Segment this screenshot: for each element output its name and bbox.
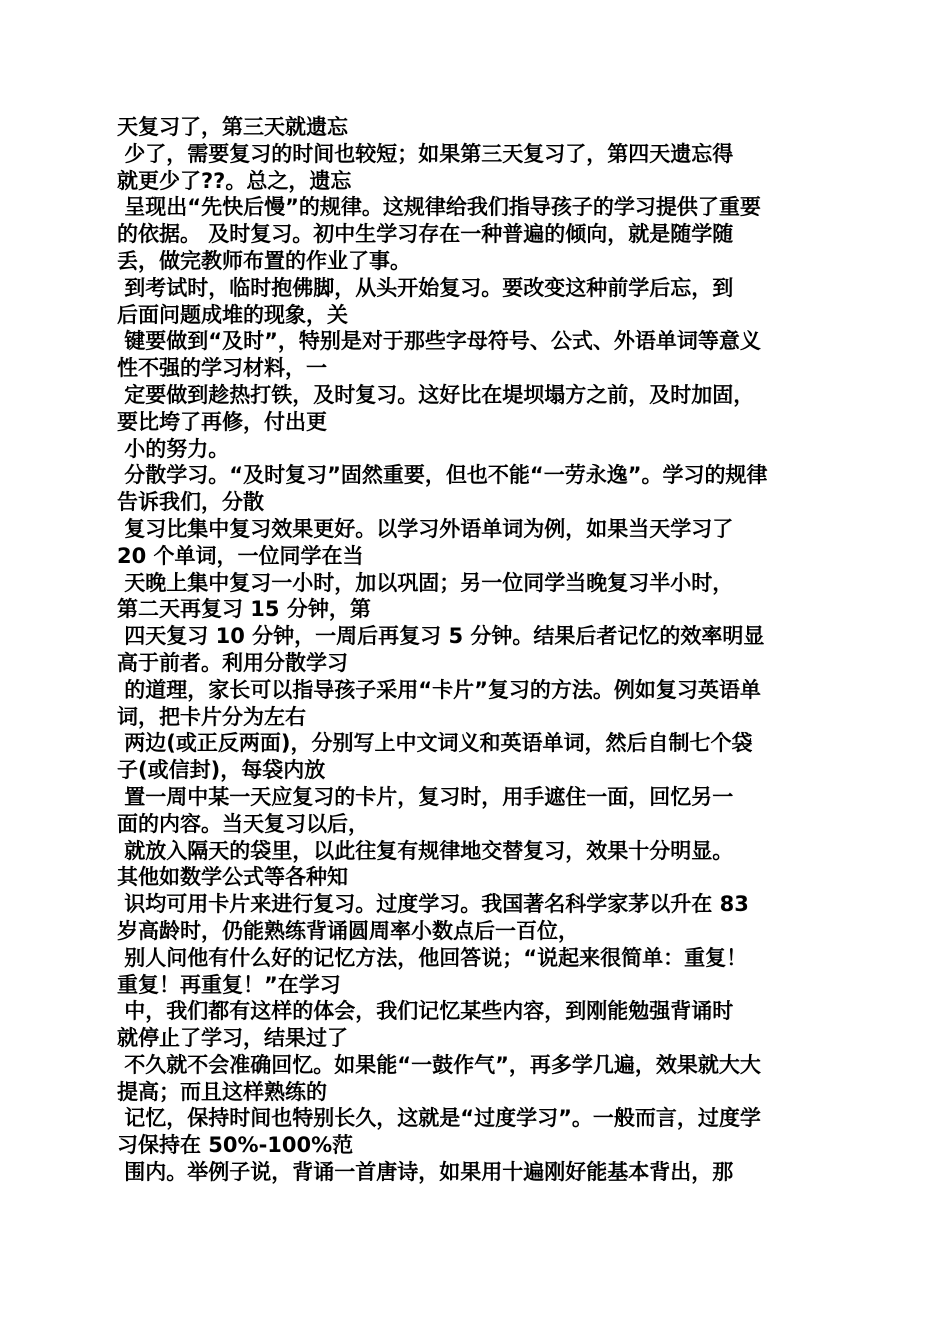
text-line: 分散学习。“及时复习”固然重要，但也不能“一劳永逸”。学习的规律 [117, 463, 768, 488]
text-line: 其他如数学公式等各种知 [117, 865, 348, 890]
text-line: 键要做到“及时”，特别是对于那些字母符号、公式、外语单词等意义 [117, 329, 761, 354]
text-line: 就放入隔天的袋里，以此往复有规律地交替复习，效果十分明显。 [117, 838, 734, 863]
text-line: 的道理，家长可以指导孩子采用“卡片”复习的方法。例如复习英语单 [117, 677, 761, 702]
text-line: 不久就不会准确回忆。如果能“一鼓作气”，再多学几遍，效果就大大 [117, 1052, 761, 1077]
text-line: 面的内容。当天复习以后， [117, 811, 369, 836]
text-line: 20 个单词，一位同学在当 [117, 543, 364, 568]
text-line: 两边(或正反两面)，分别写上中文词义和英语单词，然后自制七个袋 [117, 731, 753, 756]
text-line: 别人问他有什么好的记忆方法，他回答说；“说起来很简单：重复！ [117, 945, 748, 970]
text-line: 少了，需要复习的时间也较短；如果第三天复习了，第四天遗忘得 [117, 141, 734, 166]
text-line: 复习比集中复习效果更好。以学习外语单词为例，如果当天学习了 [117, 516, 734, 541]
text-line: 定要做到趁热打铁，及时复习。这好比在堤坝塌方之前，及时加固， [117, 382, 755, 407]
text-line: 围内。举例子说，背诵一首唐诗，如果用十遍刚好能基本背出，那 [117, 1160, 734, 1185]
text-line: 置一周中某一天应复习的卡片，复习时，用手遮住一面，回忆另一 [117, 784, 734, 809]
text-line: 识均可用卡片来进行复习。过度学习。我国著名科学家茅以升在 83 [117, 892, 749, 917]
text-line: 就停止了学习，结果过了 [117, 1026, 348, 1051]
text-line: 四天复习 10 分钟，一周后再复习 5 分钟。结果后者记忆的效率明显 [117, 624, 765, 649]
text-line: 中，我们都有这样的体会，我们记忆某些内容，到刚能勉强背诵时 [117, 999, 734, 1024]
text-line: 高于前者。利用分散学习 [117, 650, 348, 675]
text-line: 就更少了??。总之，遗忘 [117, 168, 352, 193]
text-line: 呈现出“先快后慢”的规律。这规律给我们指导孩子的学习提供了重要 [117, 195, 761, 220]
text-line: 词，把卡片分为左右 [117, 704, 306, 729]
text-line: 记忆，保持时间也特别长久，这就是“过度学习”。一般而言，过度学 [117, 1106, 761, 1131]
text-line: 性不强的学习材料，一 [117, 356, 327, 381]
text-line: 天晚上集中复习一小时，加以巩固；另一位同学当晚复习半小时， [117, 570, 734, 595]
text-line: 后面问题成堆的现象，关 [117, 302, 348, 327]
text-line: 到考试时，临时抱佛脚，从头开始复习。要改变这种前学后忘，到 [117, 275, 734, 300]
document-body-text [117, 114, 837, 1186]
text-line: 的依据。 及时复习。初中生学习存在一种普遍的倾向，就是随学随 [117, 222, 734, 247]
text-line: 小的努力。 [117, 436, 230, 461]
text-line: 丢，做完教师布置的作业了事。 [117, 248, 411, 273]
text-line: 提高；而且这样熟练的 [117, 1079, 327, 1104]
text-line: 要比垮了再修，付出更 [117, 409, 327, 434]
text-line: 告诉我们，分散 [117, 490, 264, 515]
text-line: 习保持在 50%-100%范 [117, 1133, 354, 1158]
text-line: 岁高龄时，仍能熟练背诵圆周率小数点后一百位， [117, 918, 579, 943]
text-line: 子(或信封)，每袋内放 [117, 758, 326, 783]
text-line: 天复习了，第三天就遗忘 [117, 115, 348, 139]
text-line: 重复！再重复！”在学习 [117, 972, 341, 997]
text-line: 第二天再复习 15 分钟，第 [117, 597, 371, 622]
